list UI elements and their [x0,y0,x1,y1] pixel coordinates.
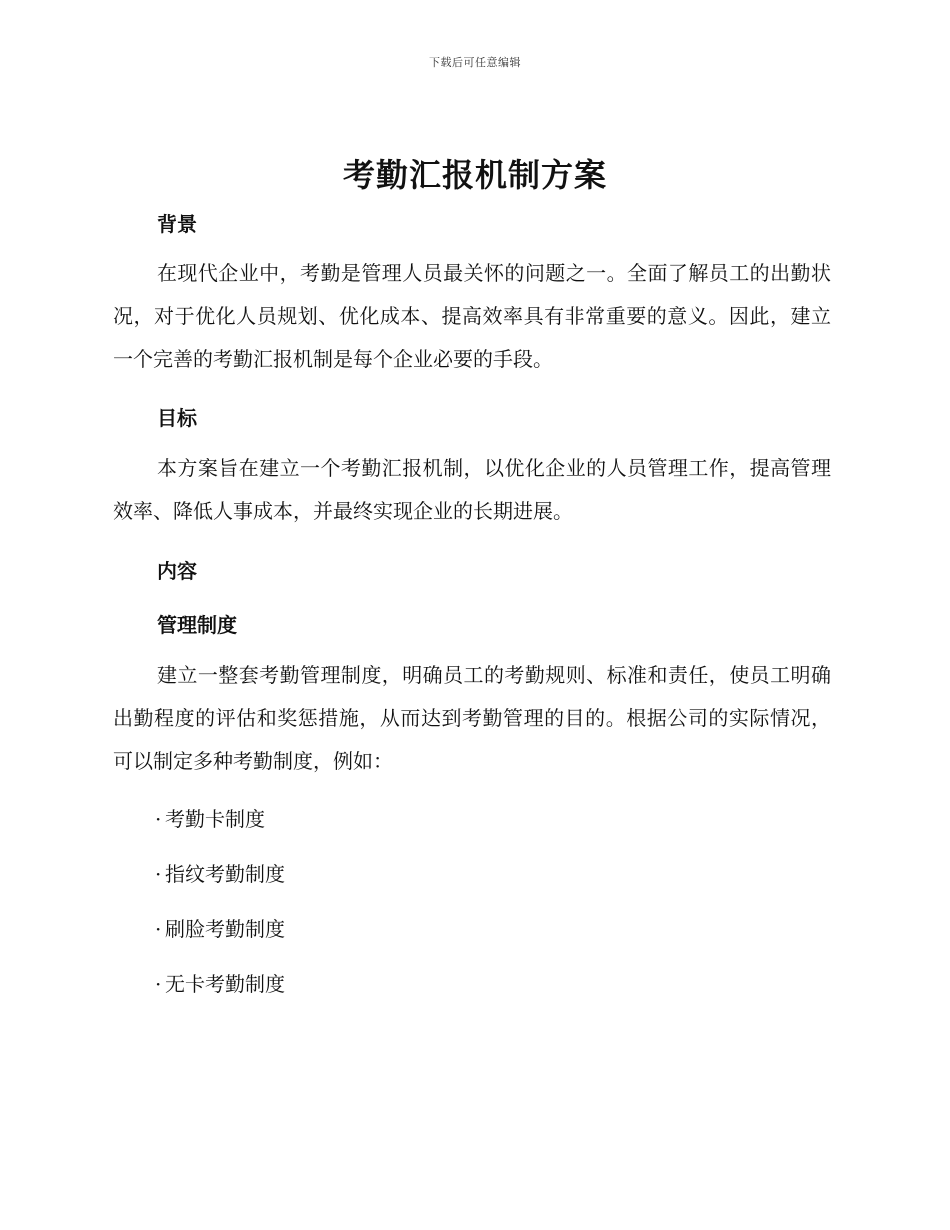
paragraph-background: 在现代企业中，考勤是管理人员最关怀的问题之一。全面了解员工的出勤状况，对于优化人员规划、优化成本、提高效率具有非常重要的意义。因此，建立一个完善的考勤汇报机制是每个企业必要的手段。 [113,261,831,371]
bullet: · [155,917,162,941]
list-item-face-recognition [155,913,285,942]
paragraph-goal: 本方案旨在建立一个考勤汇报机制，以优化企业的人员管理工作，提高管理效率、降低人事成本，并最终实现企业的长期进展。 [113,456,831,523]
heading-management-system: 管理制度 [157,613,237,637]
list-item-cardless [155,968,285,997]
bullet: · [155,862,162,886]
list-item-fingerprint [155,858,285,887]
bullet: · [155,807,162,831]
list-item-label: 指纹考勤制度 [165,862,285,886]
list-item-label: 考勤卡制度 [165,807,265,831]
heading-content: 内容 [157,559,197,583]
bullet: · [155,972,162,996]
header-note: 下载后可任意编辑 [429,56,521,69]
list-item-label: 刷脸考勤制度 [165,917,285,941]
heading-background: 背景 [157,212,197,236]
list-item-attendance-card [155,803,265,832]
list-item-label: 无卡考勤制度 [165,972,285,996]
document-title: 考勤汇报机制方案 [342,156,607,194]
paragraph-management-system: 建立一整套考勤管理制度，明确员工的考勤规则、标准和责任，使员工明确出勤程度的评估和奖惩措施，从而达到考勤管理的目的。根据公司的实际情况，可以制定多种考勤制度，例如： [113,663,831,773]
heading-goal: 目标 [157,406,197,430]
